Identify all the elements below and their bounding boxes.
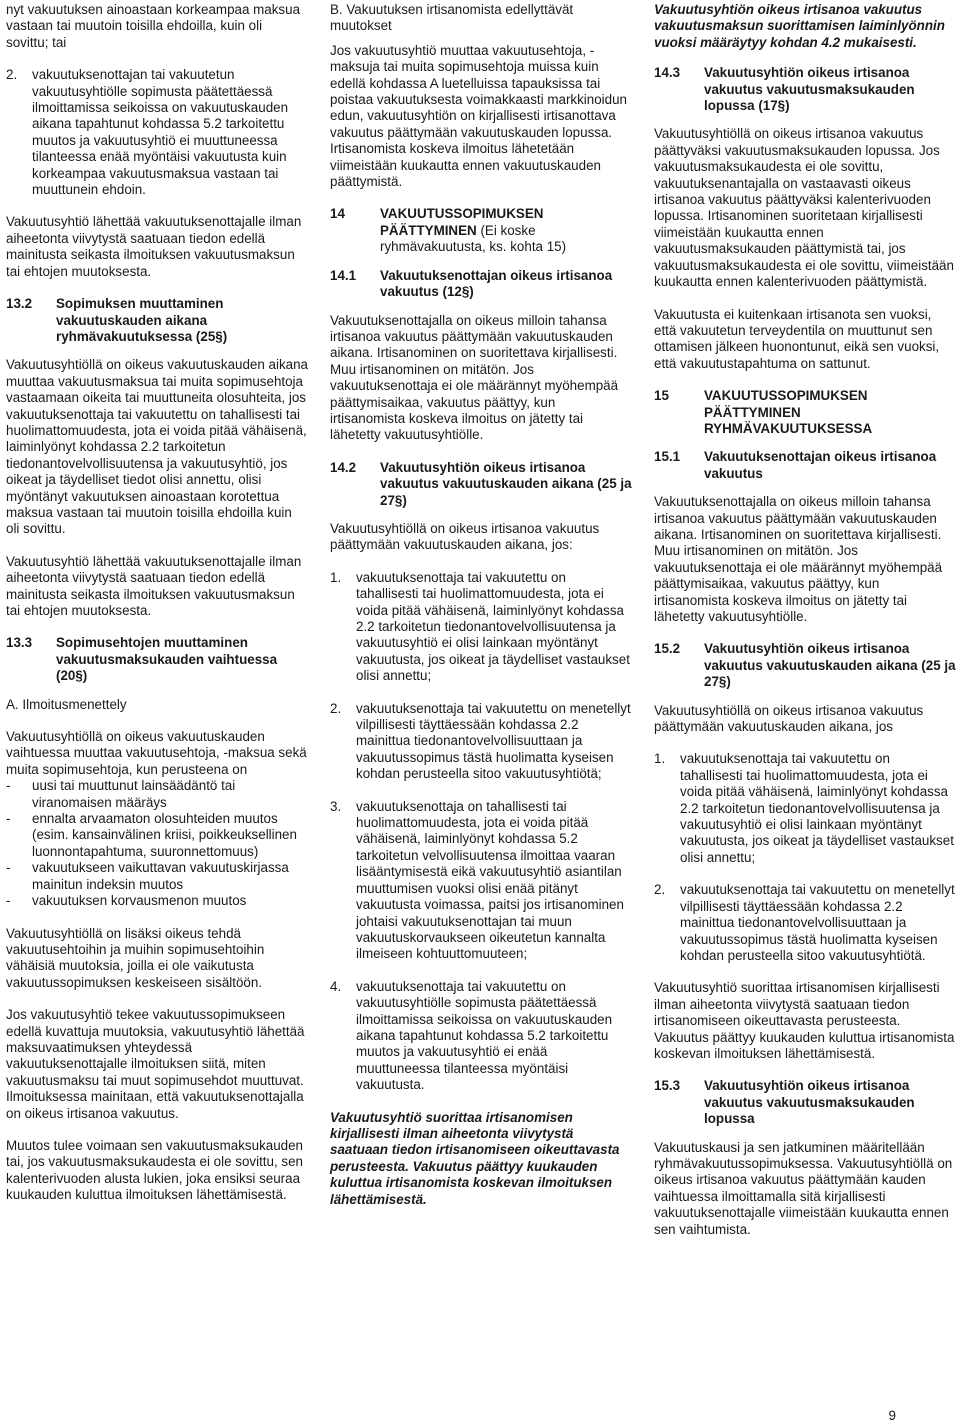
subheading: A. Ilmoitusmenettely	[6, 696, 127, 712]
section-heading-15-1	[654, 449, 956, 482]
column-1	[6, 2, 308, 1220]
section-title-note: (Ei koske ryhmävakuutusta, ks. kohta 15)	[380, 222, 567, 255]
column-3	[654, 2, 956, 1254]
list-text: vakuutuksenottaja tai vakuutettu on vakuutusyhtiölle sopimusta päätettäessä ilmoittamissa seikoissa on vakuutuskauden aikana tapahtunut kohdassa 5.2 tarkoitettu muutos ja vakuutusyhtiö ei enää muuttuneessa tilanteessa myöntäisi vakuutusta.	[356, 978, 613, 1093]
paragraph: Vakuutusyhtiöllä on lisäksi oikeus tehdä vakuutusehtoihin ja muihin sopimusehtoihin vähäisiä muutoksia, joilla ei ole vaikutusta vakuutussopimuksen keskeiseen sisältöön.	[6, 925, 265, 990]
paragraph: Vakuutusyhtiöllä on oikeus vakuutuskauden vaihtuessa muuttaa vakuutusehtoja, -maksua sekä muita sopimusehtoja, kun perusteena on	[6, 729, 307, 777]
dash-mark: -	[6, 811, 11, 827]
list-number: 3.	[330, 798, 342, 814]
list-item	[654, 751, 956, 866]
dash-mark: -	[6, 778, 11, 794]
paragraph: Vakuutuksenottajalla on oikeus milloin tahansa irtisanoa vakuutus päättymään vakuutuskauden aikana. Irtisanominen on suoritettava kirjallisesti. Muu irtisanominen on mitätön. Jos vakuutuksenottaja ei ole määrännyt myöhempää päättymisaikaa, vakuutus päättyy, kun irtisanomista koskeva ilmoitus on jätetty tai lähetetty vakuutusyhtiölle.	[330, 312, 619, 443]
page-number: 9	[888, 1408, 896, 1423]
list-item	[6, 811, 308, 860]
list-item	[654, 882, 956, 964]
section-number: 14.1	[330, 267, 357, 283]
section-heading-14-3	[654, 65, 956, 114]
section-heading-13-2	[6, 296, 308, 345]
section-title: Vakuutusyhtiön oikeus irtisanoa vakuutus vakuutusmaksukauden lopussa (17§)	[704, 65, 915, 114]
list-text: vakuutuksenottaja tai vakuutettu on tahallisesti tai huolimattomuudesta, jota ei voida pitää vähäisenä, laiminlyönyt kohdassa 2.2 tarkoitetun tiedonantovelvollisuutensa ja vakuutusyhtiö ei olisi lainkaan myöntänyt vakuutusta, jos oikeat ja täydelliset vastaukset olisi annettu;	[356, 569, 630, 684]
list-text: vakuutuksenottaja tai vakuutettu on menetellyt vilpillisesti täyttäessään kohdassa 2.2 mainittua tiedonantovelvollisuuttaan ja vakuutussopimus tästä huolimatta kyseisen kohdan perusteella sitoo vakuutusyhtiötä;	[356, 700, 631, 782]
list-text: vakuutuksenottaja tai vakuutettu on menetellyt vilpillisesti täyttäessään kohdassa 2.2 mainittua tiedonantovelvollisuuttaan ja vakuutussopimus tästä huolimatta kyseisen kohdan perusteella sitoo vakuutusyhtiötä.	[680, 882, 955, 963]
section-title: Sopimuksen muuttaminen vakuutuskauden aikana ryhmävakuutuksessa (25§)	[56, 296, 228, 344]
paragraph: Vakuutusyhtiöllä on oikeus irtisanoa vakuutus päättyväksi vakuutusmaksukauden lopussa. Jos vakuutusmaksukaudesta ei ole sovittu, vakuutuksenantajalla on vastaavasti oikeus irtisanoa vakuutus päättyväksi kalenterivuoden lopussa. Irtisanominen suoritetaan kirjallisesti viimeistään kuukautta ennen vakuutusmaksukauden päättymistä tai, jos vakuutusmaksukaudesta ei ole sovittu, viimeistään kuukautta ennen kalenterivuoden päättymistä.	[654, 126, 954, 290]
italic-note: Vakuutusyhtiön oikeus irtisanoa vakuutus vakuutusmaksun suorittamisen laiminlyönnin vuoksi määräytyy kohdan 4.2 mukaisesti.	[654, 2, 945, 50]
subheading: B. Vakuutuksen irtisanomista edellyttävät muutokset	[330, 2, 574, 34]
paragraph: Vakuutusta ei kuitenkaan irtisanota sen vuoksi, että vakuutetun terveydentila on muuttunut sen ottamisen jälkeen huonontunut, eikä sen vuoksi, että vakuutustapahtuma on sattunut.	[654, 306, 940, 371]
list-item	[330, 979, 632, 1094]
paragraph: Jos vakuutusyhtiö tekee vakuutussopimukseen edellä kuvattuja muutoksia, vakuutusyhtiö lähettää maksuvaatimuksen yhteydessä vakuutuksenottajalle ilmoituksen siitä, miten vakuutusmaksu tai muut sopimusehdot muuttuvat. Ilmoituksessa mainitaan, että vakuutuksenottajalla on oikeus irtisanoa vakuutus.	[6, 1007, 305, 1121]
section-title	[380, 206, 632, 255]
dash-list	[6, 778, 308, 909]
paragraph: Vakuutusyhtiö lähettää vakuutuksenottajalle ilman aiheetonta viivytystä saatuaan tiedon edellä mainitusta seikasta ilmoituksen vakuutusmaksun tai ehtojen muutoksesta.	[6, 214, 302, 279]
list-item	[330, 570, 632, 685]
section-heading-14-1	[330, 268, 632, 301]
section-number: 14	[330, 206, 345, 222]
section-title: VAKUUTUSSOPIMUKSEN PÄÄTTYMINEN RYHMÄVAKUUTUKSESSA	[704, 388, 873, 436]
list-number: 2.	[6, 67, 18, 83]
paragraph: Vakuutusyhtiöllä on oikeus vakuutuskauden aikana muuttaa vakuutusmaksua tai muita sopimusehtoja vastaamaan oikeita tai muuttuneita olosuhteita, jos vakuutuksenottaja tai vakuutettu on tahallisesti tai huolimattomuudesta, jota ei voida pitää vähäisenä, laiminlyönyt kohdassa 2.2 tarkoitetun tiedonantovelvollisuutensa ja vakuutusyhtiö, jos oikeat ja täydelliset tiedot olisi annettu, olisi myöntänyt vakuutuksen ainoastaan korotettua maksua vastaan tai muutoin toisilla ehdoilla kuin oli sovittu.	[6, 357, 308, 537]
list-item	[6, 860, 308, 893]
section-heading-15	[654, 388, 956, 437]
paragraph: Muutos tulee voimaan sen vakuutusmaksukauden tai, jos vakuutusmaksukaudesta ei ole sovittu, sen kalenterivuoden alusta lukien, joka ensiksi seuraa kuukauden kuluttua ilmoituksen lähettämisestä.	[6, 1137, 304, 1203]
section-heading-13-3	[6, 635, 308, 684]
section-heading-15-2	[654, 641, 956, 690]
paragraph: Vakuutusyhtiöllä on oikeus irtisanoa vakuutus päättymään vakuutuskauden aikana, jos	[654, 702, 924, 735]
list-text: vakuutuksen korvausmenon muutos	[32, 893, 247, 909]
column-2	[330, 2, 632, 1224]
section-number: 14.2	[330, 459, 357, 475]
list-number: 4.	[330, 978, 342, 994]
list-item	[330, 701, 632, 783]
list-number: 1.	[654, 751, 666, 767]
italic-note: Vakuutusyhtiö suorittaa irtisanomisen kirjallisesti ilman aiheetonta viivytystä saatuaan tiedon irtisanomiseen oikeuttavasta perusteesta. Vakuutus päättyy kuukauden kuluttua irtisanomista koskevan ilmoituksen lähettämisestä.	[330, 1109, 620, 1207]
list-item	[6, 778, 308, 811]
section-title: Vakuutusyhtiön oikeus irtisanoa vakuutus vakuutuskauden aikana (25 ja 27§)	[380, 459, 632, 508]
numbered-list	[6, 67, 308, 198]
list-text: vakuutukseen vaikuttavan vakuutuskirjassa mainitun indeksin muutos	[32, 860, 289, 892]
section-heading-15-3	[654, 1078, 956, 1127]
list-item	[6, 67, 308, 198]
section-number: 13.3	[6, 635, 33, 651]
list-text: vakuutuksenottaja tai vakuutettu on tahallisesti tai huolimattomuudesta, jota ei voida pitää vähäisenä, laiminlyönyt kohdassa 2.2 tarkoitetun tiedonantovelvollisuutensa ja vakuutusyhtiö ei olisi lainkaan myöntänyt vakuutusta, jos oikeat ja täydelliset vastaukset olisi annettu;	[680, 751, 954, 865]
section-title: Sopimusehtojen muuttaminen vakuutusmaksukauden vaihtuessa (20§)	[56, 635, 278, 684]
numbered-list	[330, 570, 632, 1094]
section-number: 15	[654, 388, 669, 404]
section-number: 15.2	[654, 641, 681, 657]
section-number: 15.3	[654, 1078, 681, 1094]
numbered-list	[654, 751, 956, 964]
list-number: 2.	[330, 700, 342, 716]
list-text: uusi tai muuttunut lainsäädäntö tai viranomaisen määräys	[32, 778, 236, 810]
paragraph: Vakuutusyhtiö lähettää vakuutuksenottajalle ilman aiheetonta viivytystä saatuaan tiedon edellä mainitusta seikasta ilmoituksen vakuutusmaksun tai ehtojen muutoksesta.	[6, 553, 302, 618]
section-heading-14-2	[330, 460, 632, 509]
section-number: 15.1	[654, 449, 681, 465]
section-title-main: VAKUUTUSSOPIMUKSEN PÄÄTTYMINEN	[380, 206, 544, 238]
list-text: ennalta arvaamaton olosuhteiden muutos (esim. kansainvälinen kriisi, poikkeuksellinen luonnontapahtuma, suuronnettomuus)	[32, 811, 297, 859]
list-item	[6, 893, 308, 909]
paragraph-continuation: nyt vakuutuksen ainoastaan korkeampaa maksua vastaan tai muutoin toisilla ehdoilla, kuin oli sovittu; tai	[6, 2, 301, 50]
section-number: 13.2	[6, 296, 33, 312]
section-title: Vakuutusyhtiön oikeus irtisanoa vakuutus vakuutusmaksukauden lopussa	[704, 1078, 915, 1127]
list-number: 2.	[654, 882, 666, 898]
list-text: vakuutuksenottaja on tahallisesti tai huolimattomuudesta, jota ei voida pitää vähäisenä, laiminlyönyt kohdassa 5.2 tarkoitetun velvollisuutensa ilmoittaa vaaran lisääntymisestä eikä vakuutusyhtiö asiantilan muuttumisen vuoksi olisi enää pitänyt vakuutusta voimassa, paitsi jos irtisanominen johtaisi vakuutuksenottajan tai muun vakuutuskorvaukseen oikeutetun kannalta ilmeiseen kohtuuttomuuteen;	[356, 798, 624, 962]
list-text: vakuutuksenottajan tai vakuutetun vakuutusyhtiölle sopimusta päätettäessä ilmoittamissa seikoissa on vakuutuskauden aikana tapahtunut kohdassa 5.2 tarkoitettu muutos ja vakuutusyhtiö ei muuttuneessa tilanteessa enää myöntäisi vakuutusta kuin korkeampaa vakuutusmaksua vastaan tai muuttunein ehdoin.	[32, 67, 289, 198]
dash-mark: -	[6, 893, 11, 909]
section-title: Vakuutuksenottajan oikeus irtisanoa vakuutus	[704, 449, 937, 481]
paragraph: Vakuutusyhtiöllä on oikeus irtisanoa vakuutus päättymään vakuutuskauden aikana, jos:	[330, 520, 600, 553]
dash-mark: -	[6, 860, 11, 876]
section-title: Vakuutuksenottajan oikeus irtisanoa vakuutus (12§)	[380, 267, 613, 300]
section-heading-14	[330, 206, 632, 255]
paragraph: Vakuutusyhtiö suorittaa irtisanomisen kirjallisesti ilman aiheetonta viivytystä saatuaan tiedon irtisanomiseen oikeuttavasta perusteesta. Vakuutus päättyy kuukauden kuluttua irtisanomista koskevan ilmoituksen lähettämisestä.	[654, 980, 955, 1061]
paragraph: Vakuutuksenottajalla on oikeus milloin tahansa irtisanoa vakuutus päättymään vakuutuskauden aikana. Irtisanominen on suoritettava kirjallisesti. Muu irtisanominen on mitätön. Jos vakuutuksenottaja ei ole määrännyt myöhempää päättymisaikaa, vakuutus päättyy, kun irtisanomista koskeva ilmoitus on jätetty tai lähetetty vakuutusyhtiölle.	[654, 494, 943, 624]
list-item	[330, 799, 632, 963]
section-title: Vakuutusyhtiön oikeus irtisanoa vakuutus vakuutuskauden aikana (25 ja 27§)	[704, 641, 956, 690]
paragraph: Vakuutuskausi ja sen jatkuminen määritellään ryhmävakuutussopimuksessa. Vakuutusyhtiöllä on oikeus irtisanoa vakuutus päättymään kauden vaihtuessa ilmoittamalla sitä kirjallisesti vakuutuksenottajalle viimeistään kuukautta ennen sen vaihtumista.	[654, 1139, 953, 1237]
section-number: 14.3	[654, 65, 681, 81]
list-number: 1.	[330, 569, 342, 585]
paragraph: Jos vakuutusyhtiö muuttaa vakuutusehtoja, -maksuja tai muita sopimusehtoja muissa kuin edellä kohdassa A luetelluissa tapauksissa tai poistaa vakuutuksesta voimakkaasti markkinoidun edun, vakuutusyhtiön on kirjallisesti irtisanottava vakuutus päättymään vakuutuskauden lopussa. Irtisanomista koskeva ilmoitus lähetetään viimeistään kuukautta ennen vakuutuskauden päättymistä.	[330, 42, 627, 190]
